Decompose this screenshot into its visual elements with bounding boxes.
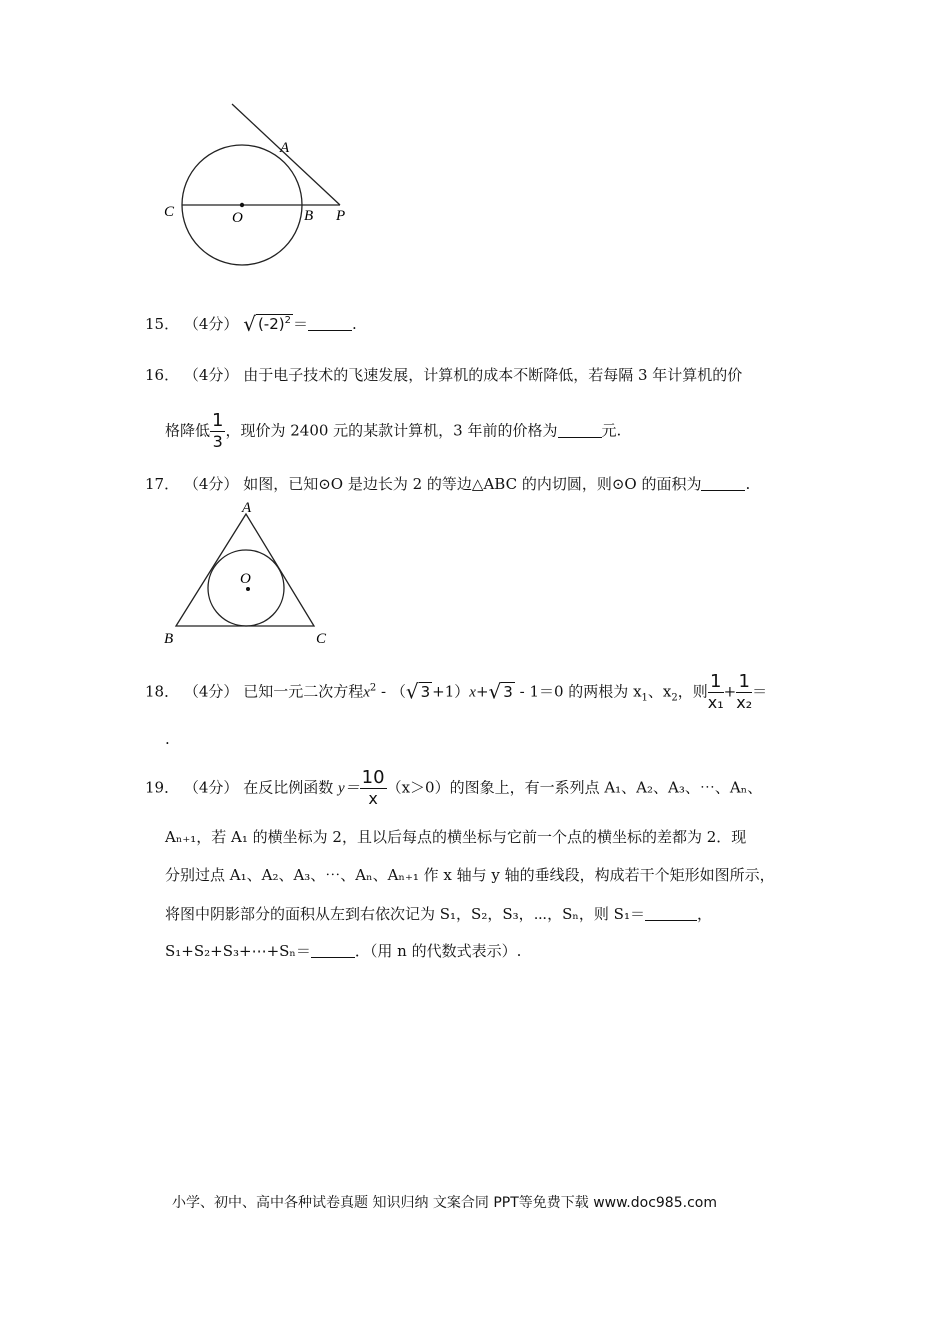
q18-sub2: 2 bbox=[671, 692, 678, 704]
q16-line2-post: ，现价为 2400 元的某款计算机，3 年前的价格为 bbox=[225, 421, 558, 440]
question-17 bbox=[145, 473, 750, 494]
q18-pre: 已知一元二次方程 bbox=[243, 682, 364, 701]
center-point bbox=[240, 203, 244, 207]
q19-line4-pre: 将图中阴影部分的面积从左到右依次记为 S₁，S₂，S₃，⋯，Sₙ，则 S₁＝ bbox=[165, 905, 645, 923]
q19-l1-pre: 在反比例函数 bbox=[243, 778, 338, 797]
q17-score: （4分） bbox=[183, 475, 239, 493]
q15-exponent: 2 bbox=[284, 315, 291, 326]
q18-fraction2: $\frac{1}{\text{x₂}}$ bbox=[736, 671, 753, 712]
q18-plus1: +1） bbox=[432, 682, 470, 701]
q16-number: 16． bbox=[145, 366, 180, 384]
question-16-line1 bbox=[145, 364, 742, 385]
q17-number: 17． bbox=[145, 475, 180, 493]
q15-equals: ＝ bbox=[293, 315, 309, 333]
q18-x: x bbox=[363, 684, 370, 701]
q18-tail: - 1＝0 的两根为 x bbox=[514, 682, 642, 701]
q18-then: ，则 bbox=[677, 682, 708, 701]
q16-line2-pre: 格降低 bbox=[165, 421, 211, 440]
label-c: C bbox=[316, 631, 327, 647]
label-c: C bbox=[164, 204, 175, 220]
q16-answer-blank[interactable] bbox=[558, 423, 602, 438]
q18-answer-line[interactable] bbox=[165, 730, 170, 748]
q19-answer-blank-1[interactable] bbox=[645, 906, 697, 921]
q17-answer-blank[interactable] bbox=[701, 476, 745, 491]
q18-dot: . bbox=[165, 730, 170, 748]
q15-end: . bbox=[352, 315, 357, 333]
q18-fraction1: $\frac{1}{\text{x₁}}$ bbox=[707, 671, 724, 712]
circle-tangent-figure bbox=[150, 100, 380, 280]
question-19-line5 bbox=[165, 940, 521, 961]
triangle-incircle-figure bbox=[160, 498, 340, 648]
question-16-line2 bbox=[165, 411, 621, 452]
question-18: 18． （4分） 已知一元二次方程$x^2$ - （√ 3 +1）x+√ 3 - 1＝0 的两根为 $x_1$、$x_2$，则 $\frac{1}{\text{x₁}}$ + $\frac{1}{\text{x₂}}$ ＝ bbox=[145, 671, 768, 712]
q18-score: （4分） bbox=[183, 682, 239, 701]
q19-score: （4分） bbox=[183, 778, 239, 797]
incircle-o bbox=[208, 550, 284, 626]
q19-answer-blank-2[interactable] bbox=[311, 943, 355, 958]
sqrt-icon: √ bbox=[405, 679, 419, 704]
triangle-abc bbox=[176, 514, 314, 626]
q15-answer-blank[interactable] bbox=[308, 316, 352, 331]
q18-root2: 3 bbox=[503, 682, 513, 701]
footer-text: 小学、初中、高中各种试卷真题 知识归纳 文案合同 PPT等免费下载 www.doc985.com bbox=[172, 1195, 717, 1211]
q16-line2-end: 元. bbox=[601, 421, 622, 440]
q19-number: 19． bbox=[145, 778, 180, 797]
q17-text: 如图，已知⊙O 是边长为 2 的等边△ABC 的内切圆，则⊙O 的面积为 bbox=[243, 475, 702, 493]
label-b: B bbox=[164, 631, 174, 647]
q15-number: 15． bbox=[145, 315, 180, 333]
label-o: O bbox=[240, 571, 251, 587]
q16-fraction: $\frac{1}{3}$ bbox=[212, 410, 224, 451]
q19-y-eq: y＝ bbox=[337, 780, 360, 797]
q19-line5-pre: S₁+S₂+S₃+⋯+Sₙ＝ bbox=[165, 942, 311, 960]
label-a: A bbox=[280, 140, 290, 156]
q18-square: 2 bbox=[369, 682, 377, 694]
label-p: P bbox=[336, 208, 346, 224]
q16-line1: 由于电子技术的飞速发展，计算机的成本不断降低，若每隔 3 年计算机的价 bbox=[243, 366, 743, 384]
incenter-point bbox=[246, 587, 250, 591]
q18-root1: 3 bbox=[420, 682, 431, 701]
q15-radicand: (-2) bbox=[257, 315, 285, 333]
q18-sub1: 1 bbox=[641, 692, 648, 704]
q17-end: . bbox=[745, 475, 751, 493]
q16-score: （4分） bbox=[183, 366, 239, 384]
label-b: B bbox=[304, 208, 314, 224]
q19-line5-end: ．（用 n 的代数式表示）. bbox=[354, 942, 522, 960]
q19-line2: Aₙ₊₁，若 A₁ 的横坐标为 2，且以后每点的横坐标与它前一个点的横坐标的差都为 2．现 bbox=[165, 828, 747, 846]
question-15 bbox=[145, 312, 357, 336]
q19-fraction: $\frac{10}{x}$ bbox=[361, 767, 385, 808]
q19-l1-post: （x＞0）的图象上，有一系列点 A₁、A₂、A₃、⋯、Aₙ、 bbox=[386, 778, 763, 797]
label-o: O bbox=[232, 210, 243, 226]
label-a: A bbox=[242, 500, 252, 516]
question-19-line4 bbox=[165, 903, 712, 924]
q19-line4-end: ， bbox=[696, 905, 712, 923]
sqrt-icon: √ bbox=[488, 679, 502, 704]
q19-line3: 分别过点 A₁、A₂、A₃、⋯、Aₙ、Aₙ₊₁ 作 x 轴与 y 轴的垂线段，构成若干个矩形如图所示， bbox=[165, 866, 775, 884]
sqrt-icon: √ bbox=[243, 312, 256, 336]
q18-number: 18． bbox=[145, 682, 180, 701]
q15-score: （4分） bbox=[183, 315, 239, 333]
q18-eq: ＝ bbox=[752, 682, 768, 701]
q18-minus: - （ bbox=[376, 682, 406, 701]
question-19-line1 bbox=[145, 768, 762, 809]
q18-plus: + bbox=[723, 682, 737, 701]
q18-mid: + bbox=[475, 682, 489, 701]
q18-sep: 、x bbox=[647, 682, 672, 701]
